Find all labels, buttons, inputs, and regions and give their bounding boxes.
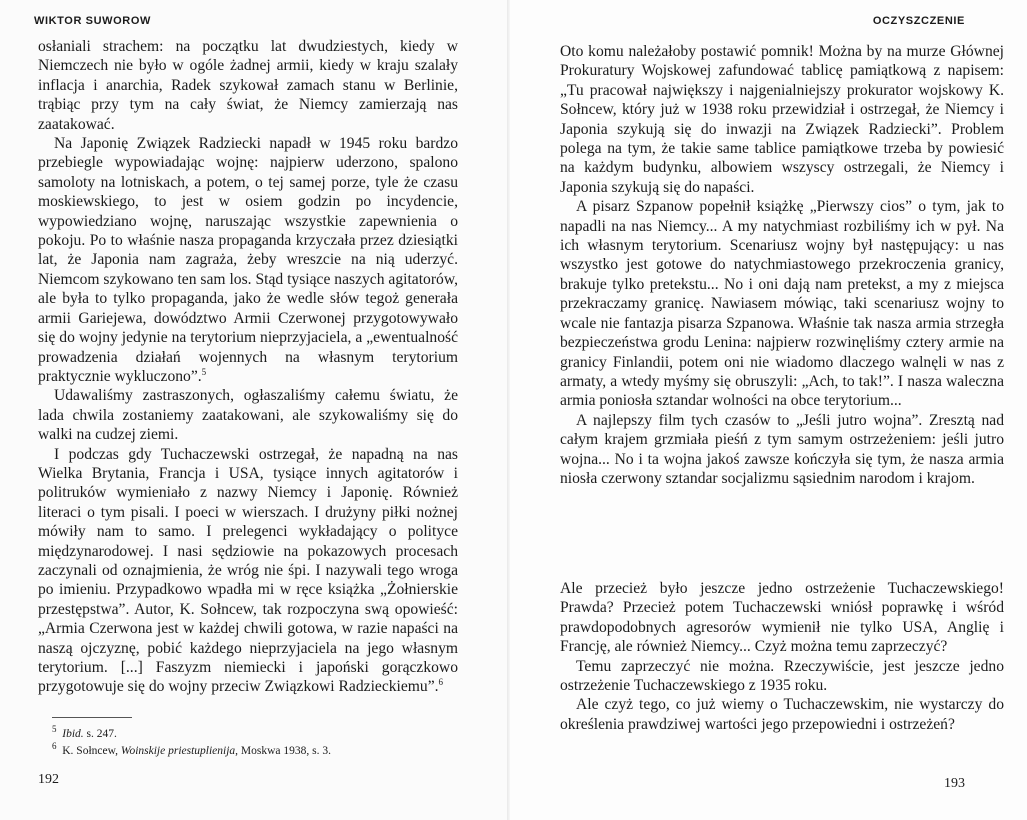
- paragraph: Oto komu należałoby postawić pomnik! Można by na murze Głównej Prokuratury Wojskowej zafundować tablicę pamiątkową z napisem: „Tu pracował największy i najgenialniejszy prokurator wojskowy K. Sołncew, który już w 1938 roku przewidział i ostrzegał, że Niemcy i Japonia szykują się do inwazji na Związek Radziecki”. Problem polega na tym, że takie same tablice pamiątkowe trzeba by powiesić na każdym budynku, albowiem wszyscy ostrzegali, że Niemcy i Japonia szykują się do napaści.: [560, 43, 1004, 196]
- right-body-text-section: [560, 579, 1004, 734]
- paragraph: A najlepszy film tych czasów to „Jeśli jutro wojna”. Zresztą nad całym krajem grzmiała pieśń z tym samym ostrzeżeniem: jeśli jutro wojna... No i ta wojna jakoś zawsze kończyła się tym, że nasza armia niosła czerwony sztandar socjalizmu sąsiednim narodom i krajom.: [560, 411, 1004, 487]
- paragraph: A pisarz Szpanow popełnił książkę „Pierwszy cios” o tym, jak to napadli na nas Niemcy... A my natychmiast rozbiliśmy ich w pył. Na ich własnym terytorium. Scenariusz wojny był następujący: u nas wszystko jest gotowe do natychmiastowego przekroczenia granicy, brakuje tylko pretekstu... No i oni dają nam pretekst, a my z miejsca przekraczamy granicę. Nawiasem mówiąc, taki scenariusz wojny to wcale nie fantazja pisarza Szpanowa. Właśnie tak nasza armia strzegła bezpieczeństwa grodu Lenina: najpierw rozwinęliśmy cztery armie na granicy Finlandii, potem oni nie wiadomo dlaczego walnęli w nas z armaty, a wtedy myśmy się obruszyli: „Ach, to tak!”. I nasza waleczna armia poniosła sztandar wolności na obce terytorium...: [560, 198, 1004, 410]
- page-number: 193: [944, 776, 965, 791]
- right-page: [510, 0, 1027, 820]
- paragraph: osłaniali strachem: na początku lat dwudziestych, kiedy w Niemczech nie było w ogóle żadnej armii, kiedy w kraju szalały inflacja i anarchia, Radek szykował zamach stanu w Berlinie, trąbiąc przy tym na cały świat, że Niemcy zamierzają nas zaatakować.: [38, 38, 458, 133]
- left-body-text: [38, 37, 458, 697]
- footnotes: [52, 717, 452, 760]
- running-head-chapter: OCZYSZCZENIE: [872, 15, 965, 27]
- footnote-marker: 5: [201, 366, 207, 377]
- right-body-text: [560, 42, 1004, 488]
- paragraph: I podczas gdy Tuchaczewski ostrzegał, że napadną na nas Wielka Brytania, Francja i USA, tysiące innych agitatorów i politruków wymieniało z nazwy Niemcy i Japonię. Również literaci o tym pisali. I poeci w wierszach. I drużyny piłki nożnej mówiły nam to samo. I prelegenci wykładający o polityce międzynarodowej. I nasi sędziowie na pokazowych procesach zaczynali od oznajmienia, że wróg nie śpi. I nazywali tego wroga po imieniu. Przypadkowo wpadła mi w ręce książka „Żołnierskie przestępstwa”. Autor, K. Sołncew, tak rozpoczyna swą opowieść: „Armia Czerwona jest w każdej chwili gotowa, w razie napaści na naszą ojczyznę, pobić każdego nieprzyjaciela na jego własnym terytorium. [...] Faszyzm niemiecki i japoński gorączkowo przygotowuje się do wojny przeciw Związkowi Radzieckiemu”.$^6$: [38, 445, 458, 696]
- paragraph: Ale przecież było jeszcze jedno ostrzeżenie Tuchaczewskiego! Prawda? Przecież potem Tuchaczewski wniósł poprawkę i wśród prawdopodobnych agresorów wymienił nie tylko USA, Anglię i Francję, ale również Niemcy... Czyż można temu zaprzeczyć?: [560, 580, 1004, 656]
- paragraph: Temu zaprzeczyć nie można. Rzeczywiście, jest jeszcze jedno ostrzeżenie Tuchaczewskiego z 1935 roku.: [560, 657, 1004, 695]
- footnote: $^6$ K. Sołncew, Woinskije priestuplienija, Moskwa 1938, s. 3.: [52, 741, 332, 757]
- footnote: $^5$ Ibid. s. 247.: [52, 724, 117, 740]
- paragraph: Udawaliśmy zastraszonych, ogłaszaliśmy całemu światu, że lada chwila zostaniemy zaatakowani, ale szykowaliśmy się do walki na cudzej ziemi.: [38, 387, 458, 444]
- left-page: [0, 0, 510, 820]
- running-head-author: WIKTOR SUWOROW: [34, 15, 151, 27]
- footnote-marker: 6: [438, 677, 444, 688]
- page-number: 192: [38, 772, 59, 787]
- footnote-rule: [52, 717, 132, 718]
- paragraph: Ale czyż tego, co już wiemy o Tuchaczewskim, nie wystarczy do określenia prawdziwej wartości jego przepowiedni i ostrzeżeń?: [560, 696, 1004, 733]
- paragraph: Na Japonię Związek Radziecki napadł w 1945 roku bardzo przebiegle wypowiadając wojnę: najpierw uderzono, spalono samoloty na lotniskach, a potem, o tej samej porze, tyle że czasu moskiewskiego, to jest w osiem godzin po incydencie, wypowiedziano wojnę, naruszając wszystkie zapewnienia o pokoju. Po to właśnie nasza propaganda krzyczała przez dziesiątki lat, że Japonia nam zagraża, żeby wreszcie na nią uderzyć. Niemcom szykowano ten sam los. Stąd tysiące naszych agitatorów, ale była to tylko propaganda, jako że wedle słów tegoż generała armii Gariejewa, dowództwo Armii Czerwonej przygotowywało się do wojny jedynie na terytorium nieprzyjaciela, a „ewentualność prowadzenia działań wojennych na własnym terytorium praktycznie wykluczono”.$^5$: [38, 135, 458, 385]
